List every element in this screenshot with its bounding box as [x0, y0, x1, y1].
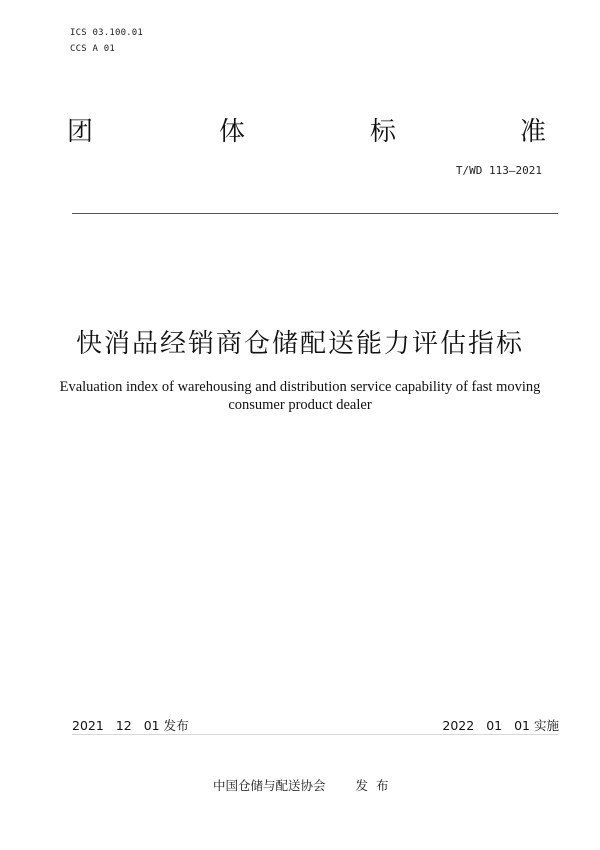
implementation-day: 01 — [514, 718, 530, 733]
release-label: 发布 — [163, 718, 189, 733]
standard-type-char: 准 — [520, 117, 547, 147]
implementation-date — [442, 716, 559, 734]
publisher-line — [213, 776, 389, 794]
release-date — [72, 716, 189, 734]
publisher-organization: 中国仓储与配送协会 — [213, 778, 326, 793]
release-year: 2021 — [72, 718, 104, 733]
publisher-action-char: 布 — [376, 778, 389, 793]
publisher-action-char: 发 — [355, 778, 369, 793]
standard-type-char: 体 — [219, 117, 246, 147]
standard-type-char: 标 — [370, 117, 397, 147]
footer-divider — [72, 734, 558, 735]
standard-number: T/WD 113—2021 — [455, 164, 542, 177]
ics-code: ICS 03.100.01 — [70, 28, 144, 38]
implementation-year: 2022 — [442, 718, 475, 733]
header-divider — [72, 213, 558, 214]
english-title-line-1: Evaluation index of warehousing and distribution service capability of fast moving — [59, 379, 541, 395]
english-title-line-2: consumer product dealer — [228, 397, 372, 413]
standard-type-char: 团 — [67, 117, 94, 147]
release-day: 01 — [143, 718, 160, 733]
document-title-chinese: 快消品经销商仓储配送能力评估指标 — [75, 329, 524, 359]
document-title-english — [0, 378, 600, 414]
implementation-month: 01 — [486, 718, 503, 733]
ccs-code: CCS A 01 — [70, 44, 115, 54]
release-month: 12 — [115, 718, 132, 733]
implementation-label: 实施 — [533, 718, 559, 733]
